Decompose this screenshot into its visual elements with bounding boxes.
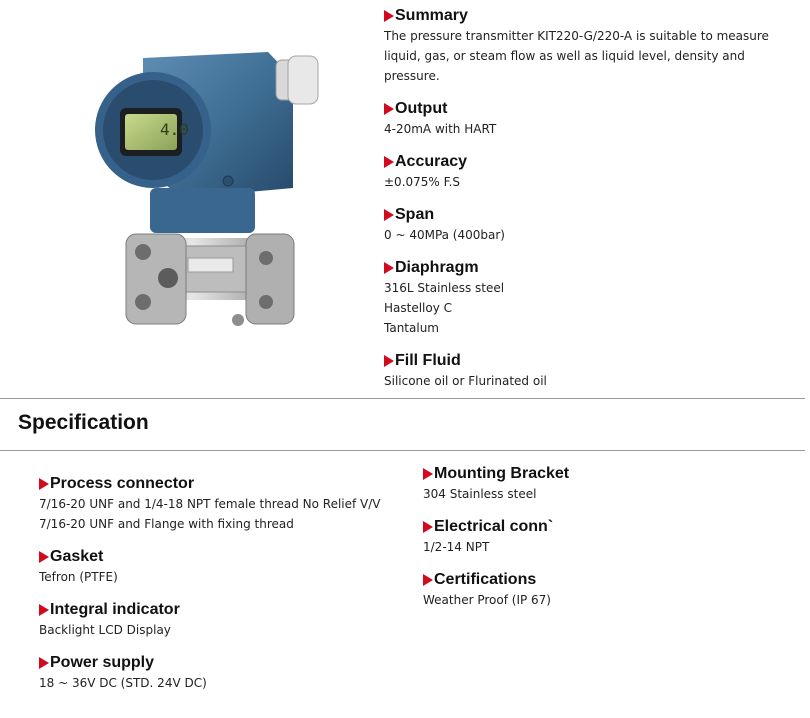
spec-value: Tefron (PTFE) bbox=[39, 570, 118, 584]
spec-value: The pressure transmitter KIT220-G/220-A is suitable to measure bbox=[384, 29, 769, 43]
spec-value: 1/2-14 NPT bbox=[423, 540, 490, 554]
spec-value: 304 Stainless steel bbox=[423, 487, 537, 501]
spec-heading bbox=[39, 653, 419, 673]
red-triangle-bullet-icon bbox=[384, 262, 394, 274]
spec-value: 7/16-20 UNF and 1/4-18 NPT female thread No Relief V/V bbox=[39, 497, 381, 511]
spec-title: Summary bbox=[395, 7, 468, 24]
spec-title: Process connector bbox=[50, 475, 195, 492]
spec-heading bbox=[384, 205, 804, 225]
spec-title: Certifications bbox=[434, 571, 537, 588]
spec-title: Electrical conn` bbox=[434, 518, 554, 535]
red-triangle-bullet-icon bbox=[384, 156, 394, 168]
spec-item-certifications bbox=[423, 570, 803, 610]
spec-value: 316L Stainless steel bbox=[384, 281, 505, 295]
red-triangle-bullet-icon bbox=[423, 574, 433, 586]
spec-heading bbox=[39, 474, 419, 494]
red-triangle-bullet-icon bbox=[384, 209, 394, 221]
spec-item-summary bbox=[384, 6, 804, 86]
spec-item-diaphragm bbox=[384, 258, 804, 338]
red-triangle-bullet-icon bbox=[384, 355, 394, 367]
red-triangle-bullet-icon bbox=[39, 551, 49, 563]
spec-value: Silicone oil or Flurinated oil bbox=[384, 374, 547, 388]
spec-heading bbox=[384, 258, 804, 278]
spec-item-integral-indicator bbox=[39, 600, 419, 640]
spec-heading bbox=[384, 351, 804, 371]
red-triangle-bullet-icon bbox=[39, 657, 49, 669]
spec-heading bbox=[384, 99, 804, 119]
spec-heading bbox=[39, 600, 419, 620]
spec-value: 4-20mA with HART bbox=[384, 122, 497, 136]
divider bbox=[0, 450, 805, 451]
spec-title: Integral indicator bbox=[50, 601, 180, 618]
red-triangle-bullet-icon bbox=[423, 468, 433, 480]
spec-heading bbox=[423, 517, 803, 537]
red-triangle-bullet-icon bbox=[39, 604, 49, 616]
product-image bbox=[88, 38, 328, 358]
spec-title: Diaphragm bbox=[395, 259, 479, 276]
spec-title: Accuracy bbox=[395, 153, 468, 170]
spec-item-process-connector bbox=[39, 474, 419, 534]
spec-title: Output bbox=[395, 100, 448, 117]
spec-heading bbox=[384, 152, 804, 172]
section-title-specification: Specification bbox=[18, 411, 149, 434]
spec-value: ±0.075% F.S bbox=[384, 175, 461, 189]
spec-value: Tantalum bbox=[384, 321, 439, 335]
spec-heading bbox=[384, 6, 804, 26]
lcd-display-text: 4.0 bbox=[160, 120, 189, 139]
spec-value: Weather Proof (IP 67) bbox=[423, 593, 551, 607]
spec-value: 0 ~ 40MPa (400bar) bbox=[384, 228, 505, 242]
spec-heading bbox=[39, 547, 419, 567]
spec-heading bbox=[423, 570, 803, 590]
summary-spec-list bbox=[384, 6, 804, 404]
divider bbox=[0, 398, 805, 399]
spec-title: Mounting Bracket bbox=[434, 465, 570, 482]
spec-item-gasket bbox=[39, 547, 419, 587]
spec-value: pressure. bbox=[384, 69, 440, 83]
spec-item-accuracy bbox=[384, 152, 804, 192]
spec-item-span bbox=[384, 205, 804, 245]
red-triangle-bullet-icon bbox=[384, 103, 394, 115]
spec-heading bbox=[423, 464, 803, 484]
spec-title: Span bbox=[395, 206, 435, 223]
spec-title: Power supply bbox=[50, 654, 155, 671]
spec-value: Hastelloy C bbox=[384, 301, 453, 315]
red-triangle-bullet-icon bbox=[39, 478, 49, 490]
spec-value: Backlight LCD Display bbox=[39, 623, 171, 637]
spec-item-output bbox=[384, 99, 804, 139]
spec-title: Fill Fluid bbox=[395, 352, 461, 369]
spec-value: 7/16-20 UNF and Flange with fixing thread bbox=[39, 517, 294, 531]
spec-item-mounting-bracket bbox=[423, 464, 803, 504]
spec-item-electrical-conn bbox=[423, 517, 803, 557]
spec-item-fill-fluid bbox=[384, 351, 804, 391]
spec-value: 18 ~ 36V DC (STD. 24V DC) bbox=[39, 676, 207, 690]
specification-left-column bbox=[39, 474, 419, 706]
spec-item-power-supply bbox=[39, 653, 419, 693]
spec-value: liquid, gas, or steam flow as well as liquid level, density and bbox=[384, 49, 745, 63]
red-triangle-bullet-icon bbox=[423, 521, 433, 533]
red-triangle-bullet-icon bbox=[384, 10, 394, 22]
specification-right-column bbox=[423, 464, 803, 623]
spec-title: Gasket bbox=[50, 548, 104, 565]
